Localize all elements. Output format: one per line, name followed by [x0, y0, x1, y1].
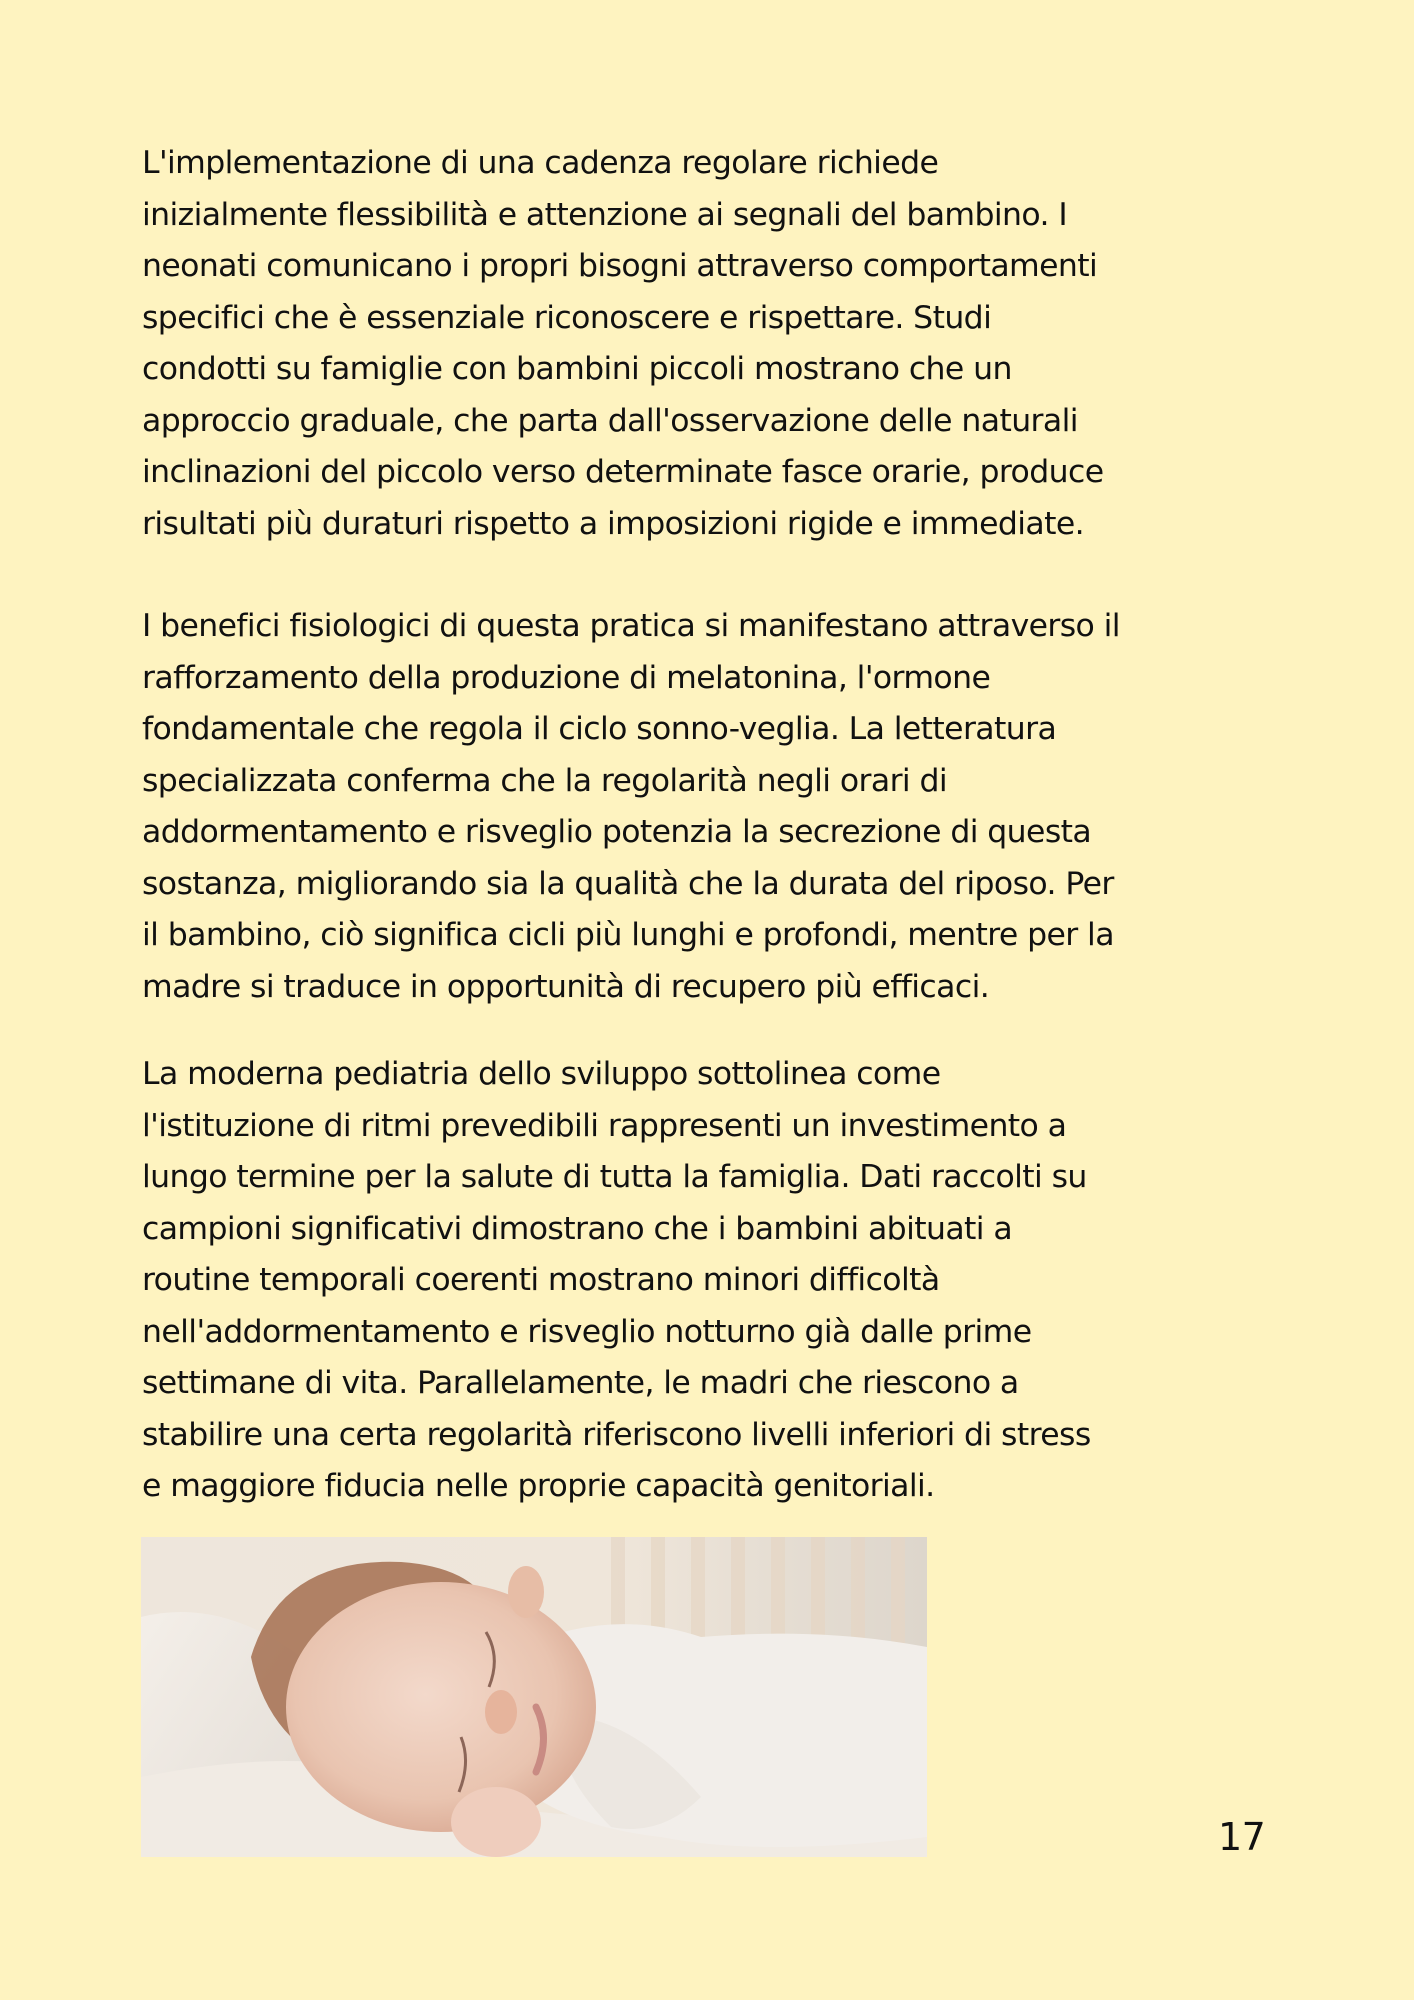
text-line: il bambino, ciò significa cicli più lunghi e profondi, mentre per la	[142, 917, 1114, 953]
text-line: sostanza, migliorando sia la qualità che la durata del riposo. Per	[142, 865, 1114, 902]
paragraph-2	[142, 601, 1282, 1013]
body-text	[142, 138, 1282, 1513]
text-line: approccio graduale, che parta dall'osservazione delle naturali	[142, 402, 1078, 439]
text-line: neonati comunicano i propri bisogni attraverso comportamenti	[142, 248, 1098, 284]
text-line: inizialmente flessibilità e attenzione ai segnali del bambino. I	[142, 196, 1068, 233]
text-line: l'istituzione di ritmi prevedibili rappresenti un investimento a	[142, 1107, 1067, 1144]
text-line: fondamentale che regola il ciclo sonno-veglia. La letteratura	[142, 711, 1057, 747]
text-line: L'implementazione di una cadenza regolare richiede	[142, 145, 939, 181]
text-line: specializzata conferma che la regolarità negli orari di	[142, 762, 948, 799]
text-line: e maggiore fiducia nelle proprie capacità genitoriali.	[142, 1468, 935, 1504]
text-line: rafforzamento della produzione di melatonina, l'ormone	[142, 659, 991, 696]
text-line: stabilire una certa regolarità riferiscono livelli inferiori di stress	[142, 1416, 1091, 1453]
sleeping-baby-photo	[141, 1537, 927, 1857]
text-line: I benefici fisiologici di questa pratica si manifestano attraverso il	[142, 608, 1120, 644]
text-line: campioni significativi dimostrano che i bambini abituati a	[142, 1210, 1013, 1247]
text-line: condotti su famiglie con bambini piccoli mostrano che un	[142, 351, 1012, 387]
text-line: madre si traduce in opportunità di recupero più efficaci.	[142, 968, 990, 1005]
text-line: addormentamento e risveglio potenzia la secrezione di questa	[142, 814, 1092, 850]
text-line: routine temporali coerenti mostrano minori difficoltà	[142, 1262, 940, 1298]
text-line: lungo termine per la salute di tutta la famiglia. Dati raccolti su	[142, 1159, 1087, 1195]
text-line: risultati più duraturi rispetto a imposizioni rigide e immediate.	[142, 505, 1085, 542]
text-line: nell'addormentamento e risveglio notturno già dalle prime	[142, 1313, 1032, 1350]
paragraph-1	[142, 138, 1282, 550]
paragraph-3	[142, 1049, 1282, 1513]
page-number: 17	[1218, 1815, 1266, 1859]
text-line: inclinazioni del piccolo verso determinate fasce orarie, produce	[142, 454, 1104, 490]
baby-illustration-icon	[141, 1537, 927, 1857]
text-line: specifici che è essenziale riconoscere e rispettare. Studi	[142, 299, 992, 336]
text-line: settimane di vita. Parallelamente, le madri che riescono a	[142, 1365, 1019, 1401]
text-line: La moderna pediatria dello sviluppo sottolinea come	[142, 1056, 941, 1092]
